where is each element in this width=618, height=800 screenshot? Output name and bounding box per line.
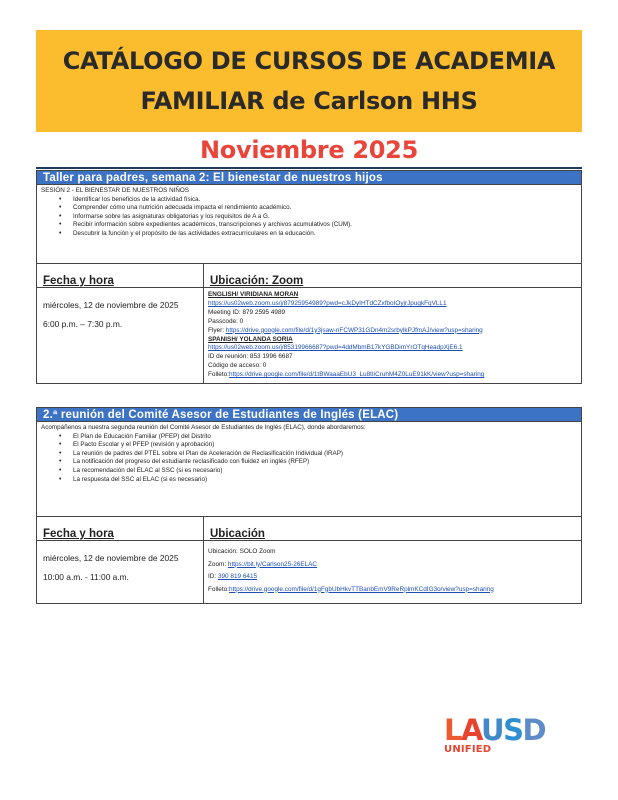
flyer-link[interactable]: https://drive.google.com/file/d/1y3jsaw-nFCWP31GDn4m2srbylkPJfmAJ/view?usp=sharing bbox=[225, 326, 483, 334]
section-title: Taller para padres, semana 2: El bienestar de nuestros hijos bbox=[37, 171, 581, 185]
meeting-id-link[interactable]: 390 819 6415 bbox=[217, 573, 258, 580]
logo-letter-l: L bbox=[444, 713, 461, 747]
list-item: • Recibir información sobre expedientes académicos, transcripciones y archivos acumulativos (CUM). bbox=[59, 221, 577, 230]
list-item: • El Pacto Escolar y el PFEP (revisión y aprobación) bbox=[59, 441, 577, 450]
list-item: • Comprender cómo una nutrición adecuada impacta el rendimiento académico. bbox=[59, 204, 577, 213]
list-item: • Identificar los beneficios de la actividad física. bbox=[59, 196, 577, 205]
logo-letter-s: S bbox=[503, 713, 523, 747]
list-item: • La notificación del progreso del estudiante reclasificado con fluidez en inglés (RFEP) bbox=[59, 458, 577, 467]
logo-unified: UNIFIED bbox=[444, 744, 492, 755]
list-item: • Informarse sobre las asignaturas obligatorias y los requisitos de A a G. bbox=[59, 213, 577, 222]
event-time: 6:00 p.m. – 7:30 p.m. bbox=[43, 319, 123, 329]
divider bbox=[36, 167, 582, 169]
zoom-link[interactable]: https://bit.ly/Carlson25-26ELAC bbox=[227, 560, 318, 568]
topics-list bbox=[41, 196, 577, 239]
logo-letter-u: U bbox=[481, 713, 504, 747]
folleto-label: Folleto: bbox=[208, 585, 229, 593]
english-zoom-link[interactable]: https://us02web.zoom.us/j/87925954989?pwd=cJkDyIHTdCZxfboIOyjrJpugkFqVLL1 bbox=[208, 299, 447, 307]
datetime-column bbox=[37, 264, 204, 383]
location-column bbox=[204, 517, 581, 603]
section-parent-workshop bbox=[36, 170, 582, 384]
section-description bbox=[37, 185, 581, 263]
event-date: miércoles, 12 de noviembre de 2025 bbox=[43, 300, 179, 310]
datetime-header: Fecha y hora bbox=[37, 517, 203, 541]
details-table bbox=[37, 263, 581, 383]
datetime-header: Fecha y hora bbox=[37, 264, 203, 288]
logo-letter-a: A bbox=[460, 713, 482, 747]
spanish-passcode: Código de acceso: 0 bbox=[208, 362, 267, 370]
list-item: • Descubrir la función y el propósito de las actividades extracurriculares en la educación. bbox=[59, 230, 577, 239]
english-session-label: ENGLISH/ VIRIDIANA MORAN bbox=[208, 291, 299, 298]
spanish-meeting-id: ID de reunión: 853 1996 6687 bbox=[208, 353, 293, 361]
intro-text: Acompáñenos a nuestra segunda reunión del Comité Asesor de Estudiantes de Inglés (ELAC), donde abordaremos: bbox=[41, 424, 366, 431]
details-table bbox=[37, 516, 581, 603]
folleto-link[interactable]: https://drive.google.com/file/d/1tBWaaaEbU3_Lu8tIiCruhM4Z0LuE91kK/view?usp=sharing bbox=[228, 371, 485, 379]
datetime-column bbox=[37, 517, 204, 603]
zoom-label: Zoom: bbox=[208, 560, 228, 568]
lausd-logo bbox=[444, 713, 578, 760]
list-item: • El Plan de Educación Familiar (PFEP) del Distrito bbox=[59, 433, 577, 442]
flyer-label: Flyer: bbox=[208, 326, 226, 334]
list-item: • La reunión de padres del PTEL sobre el Plan de Aceleración de Reclasificación Individual (IRAP) bbox=[59, 450, 577, 459]
month-heading: Noviembre 2025 bbox=[200, 136, 418, 164]
english-passcode: Passcode: 0 bbox=[208, 317, 244, 325]
event-time: 10:00 a.m. - 11:00 a.m. bbox=[43, 572, 129, 582]
title-line-2: FAMILIAR de Carlson HHS bbox=[140, 87, 478, 115]
title-banner bbox=[36, 30, 582, 132]
section-title: 2.ª reunión del Comité Asesor de Estudiantes de Inglés (ELAC) bbox=[37, 408, 581, 422]
logo-letter-d: D bbox=[522, 713, 546, 747]
folleto-label: Folleto: bbox=[208, 371, 229, 379]
topics-list bbox=[41, 433, 577, 485]
section-elac-meeting bbox=[36, 407, 582, 604]
location-type: Ubicación: SOLO Zoom bbox=[208, 548, 276, 555]
spanish-zoom-link[interactable]: https://us02web.zoom.us/j/85319966687?pwd=4ddMbmB17kYGBDimYrOTqHeadpXjE6.1 bbox=[208, 344, 463, 352]
location-column bbox=[204, 264, 581, 383]
event-date: miércoles, 12 de noviembre de 2025 bbox=[43, 553, 179, 563]
list-item: • La recomendación del ELAC al SSC (si es necesario) bbox=[59, 467, 577, 476]
spanish-session-label: SPANISH/ YOLANDA SORIA bbox=[208, 335, 293, 343]
id-label: ID: bbox=[208, 573, 218, 580]
location-header: Ubicación: Zoom bbox=[204, 264, 581, 288]
folleto-link[interactable]: https://drive.google.com/file/d/1gFgbUbHkvTTBanbEmV9ReRplmKCdIG3o/view?usp=sharing bbox=[228, 585, 494, 593]
session-label: SESIÓN 2 - EL BIENESTAR DE NUESTROS NIÑOS bbox=[41, 187, 190, 194]
list-item: • La respuesta del SSC al ELAC (si es necesario) bbox=[59, 476, 577, 485]
location-header: Ubicación bbox=[204, 517, 581, 541]
english-meeting-id: Meeting ID: 879 2595 4989 bbox=[208, 308, 286, 316]
section-description bbox=[37, 422, 581, 516]
title-line-1: CATÁLOGO DE CURSOS DE ACADEMIA bbox=[62, 47, 556, 75]
